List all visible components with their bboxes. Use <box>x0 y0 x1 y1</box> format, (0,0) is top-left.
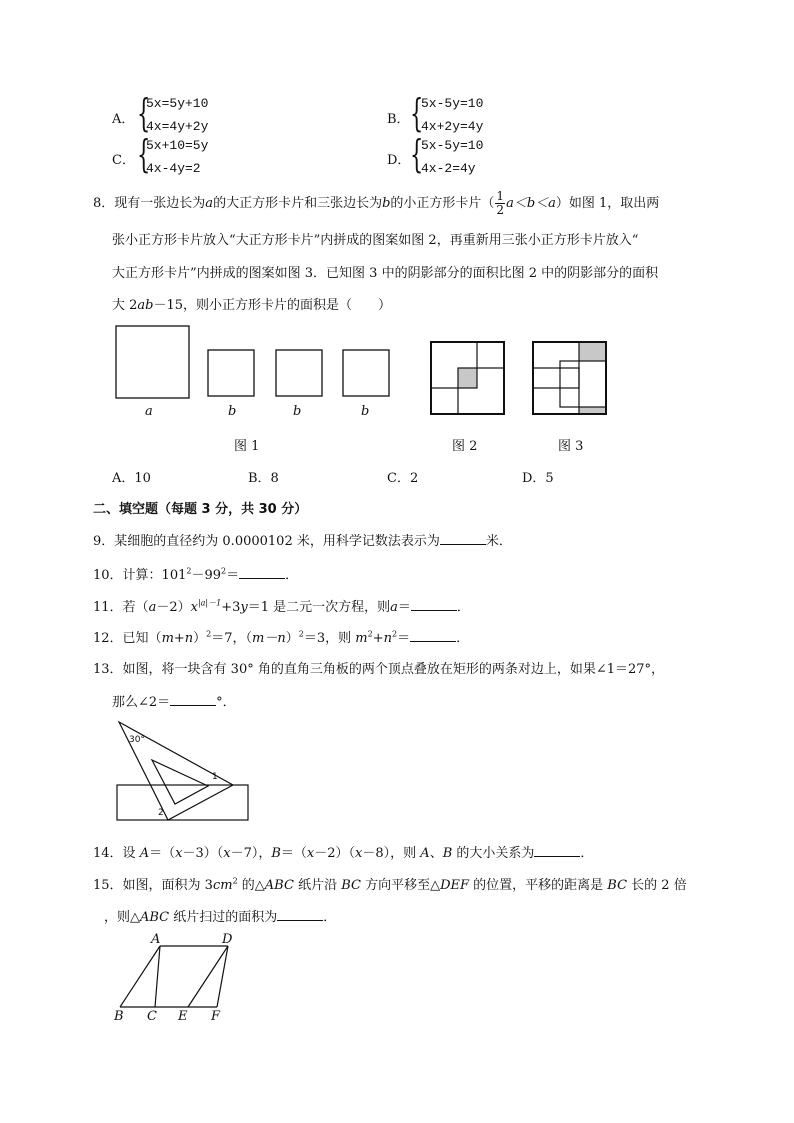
text: ，则△ <box>104 910 140 925</box>
text: －7）， <box>230 846 272 861</box>
var: A <box>139 846 150 861</box>
text: －8），则 <box>362 846 421 861</box>
superscript: 2 <box>232 876 238 886</box>
text: °． <box>216 695 236 710</box>
expression: m+n <box>161 631 194 646</box>
text: －99 <box>191 568 222 583</box>
var: x <box>175 846 183 861</box>
numerator: 1 <box>496 189 505 203</box>
answer-blank[interactable] <box>239 566 285 579</box>
point-label: D <box>222 932 233 947</box>
figure-3 <box>533 342 606 414</box>
var: ABC <box>140 910 170 925</box>
superscript: 2 <box>206 629 212 639</box>
text: 若（ <box>122 600 149 615</box>
q15-line-1 <box>93 874 687 893</box>
q15-line-2 <box>104 906 336 925</box>
text: ． <box>323 910 337 925</box>
text: －15，则小正方形卡片的面积是（ ） <box>153 298 392 313</box>
option-label: C． <box>112 153 135 168</box>
equation: 4x-2=4y <box>421 161 476 176</box>
text: + <box>372 631 384 646</box>
text: 那么∠2＝ <box>112 695 171 710</box>
point-label: A <box>151 932 161 947</box>
angle-label-30: 30° <box>129 735 145 745</box>
var: DEF <box>440 878 470 893</box>
equation: 4x=4y+2y <box>146 119 209 134</box>
q8-option-b[interactable]: B．8 <box>248 471 279 486</box>
var: a <box>390 600 398 615</box>
q8-line-2: 张小正方形卡片放入“大正方形卡片”内拼成的图案如图 2，再重新用三张小正方形卡片放入“ <box>112 233 639 248</box>
question-number: 15． <box>93 878 123 893</box>
point-label: F <box>211 1009 221 1024</box>
text: 长的 2 倍 <box>627 878 687 893</box>
text: ＝ <box>397 631 411 646</box>
brace: { <box>137 91 151 135</box>
text: 的大小关系为 <box>452 846 535 861</box>
q14 <box>93 842 593 861</box>
text: 某细胞的直径约为 0.0000102 米，用科学记数法表示为 <box>114 534 440 549</box>
superscript: 2 <box>221 566 227 576</box>
q13-line-1 <box>93 658 664 677</box>
text: 纸片沿 <box>293 878 342 893</box>
text: +3 <box>221 600 241 615</box>
var: m <box>355 631 368 646</box>
text: ． <box>456 600 470 615</box>
q9 <box>93 530 512 549</box>
equation: 5x=5y+10 <box>146 96 209 111</box>
question-number: 14． <box>93 846 123 861</box>
fraction <box>495 190 505 217</box>
unit: cm <box>212 878 233 893</box>
figure-2 <box>431 342 504 414</box>
var: b <box>382 196 391 211</box>
text: ． <box>456 631 470 646</box>
text: ＝（ <box>280 846 307 861</box>
var: x <box>355 846 363 861</box>
point-label: C <box>147 1009 157 1024</box>
q8-option-a[interactable]: A．10 <box>112 471 151 486</box>
text: 如图，面积为 3 <box>122 878 213 893</box>
text: ＝（ <box>149 846 176 861</box>
small-square-b <box>208 350 254 396</box>
var: A <box>420 846 430 861</box>
angle-mark-2: 2 <box>158 808 164 818</box>
point-label: B <box>114 1009 124 1024</box>
small-square-b <box>343 350 389 396</box>
text: 已知（ <box>122 631 162 646</box>
text: ＝ <box>226 568 240 583</box>
big-square-a <box>116 326 189 398</box>
brace: { <box>137 132 151 176</box>
option-label: D． <box>387 153 411 168</box>
equation: 4x-4y=2 <box>146 161 201 176</box>
var: x <box>190 600 198 615</box>
equation: 5x-5y=10 <box>421 138 484 153</box>
q15-figure <box>110 936 240 1016</box>
var: ab <box>137 298 154 313</box>
text: －2）（ <box>314 846 356 861</box>
var: B <box>442 846 453 861</box>
text: 米． <box>485 534 512 549</box>
text: 如图，将一块含有 30° 角的直角三角板的两个顶点叠放在矩形的两条对边上，如果∠1＝27°， <box>122 662 665 677</box>
q8-line-1 <box>93 190 659 217</box>
q13-line-2 <box>112 691 236 710</box>
small-square-b <box>276 350 322 396</box>
var: B <box>271 846 281 861</box>
condition: a＜b＜a <box>506 196 556 211</box>
text: －3）（ <box>182 846 224 861</box>
var: x <box>223 846 231 861</box>
fig-label-b: b <box>361 404 370 419</box>
section-heading: 二、填空题（每题 3 分，共 30 分） <box>93 502 308 517</box>
var: y <box>240 600 248 615</box>
segment-AB <box>120 946 160 1007</box>
text: ＝3，则 <box>303 631 356 646</box>
q8-option-d[interactable]: D．5 <box>522 471 554 486</box>
var: a <box>205 196 214 211</box>
shaded-region <box>579 342 605 361</box>
equation: 4x+2y=4y <box>421 119 484 134</box>
text: 计算：101 <box>122 568 187 583</box>
superscript: 2 <box>367 629 373 639</box>
superscript: 2 <box>186 566 192 576</box>
answer-blank[interactable] <box>534 844 580 857</box>
figure-caption: 图 1 <box>234 439 260 454</box>
equation: 5x-5y=10 <box>421 96 484 111</box>
q13-figure <box>108 716 258 826</box>
rectangle <box>117 785 248 820</box>
var: x <box>306 846 315 861</box>
text: ＝1 是二元一次方程，则 <box>247 600 391 615</box>
fig-label-b: b <box>228 404 237 419</box>
var: a <box>148 600 157 615</box>
text: ） <box>193 631 207 646</box>
text: 大 2 <box>112 298 138 313</box>
answer-blank[interactable] <box>170 693 216 706</box>
point-label: E <box>178 1009 188 1024</box>
var: BC <box>341 878 361 893</box>
text: 设 <box>122 846 140 861</box>
superscript: |a|－1 <box>197 598 222 608</box>
segment-AC <box>155 946 160 1007</box>
figure-caption: 图 3 <box>558 439 584 454</box>
superscript: 2 <box>298 629 304 639</box>
answer-blank[interactable] <box>410 629 456 642</box>
text: ）如图 1，取出两 <box>555 196 660 211</box>
text: 、 <box>429 846 443 861</box>
var: BC <box>607 878 628 893</box>
q12 <box>93 627 469 646</box>
answer-blank[interactable] <box>277 908 323 921</box>
text: ＝ <box>397 600 411 615</box>
answer-blank[interactable] <box>411 598 457 611</box>
text: 现有一张边长为 <box>114 196 206 211</box>
option-label: B． <box>387 112 410 127</box>
option-label: A． <box>112 112 135 127</box>
fig-label-a: a <box>145 404 153 419</box>
superscript: 2 <box>391 629 398 639</box>
text: ） <box>285 631 299 646</box>
shaded-region <box>579 407 605 414</box>
question-number: 11． <box>93 600 123 615</box>
fig-label-b: b <box>293 404 302 419</box>
text: 纸片扫过的面积为 <box>169 910 278 925</box>
text: －2） <box>156 600 191 615</box>
text: 的位置，平移的距离是 <box>469 878 608 893</box>
question-number: 9． <box>93 534 115 549</box>
q8-line-4 <box>112 294 391 313</box>
answer-blank[interactable] <box>440 532 486 545</box>
question-number: 12． <box>93 631 123 646</box>
question-number: 13． <box>93 662 123 677</box>
expression: m－n <box>252 631 286 646</box>
angle-mark-1: 1 <box>212 772 218 782</box>
text: 的小正方形卡片（ <box>390 196 495 211</box>
text: ． <box>580 846 594 861</box>
q8-figures <box>100 320 620 455</box>
brace: { <box>410 132 424 176</box>
question-number: 8． <box>93 196 115 211</box>
small-square <box>533 342 579 388</box>
q11 <box>93 596 470 615</box>
q8-line-3: 大正方形卡片”内拼成的图案如图 3．已知图 3 中的阴影部分的面积比图 2 中的阴影部分的面积 <box>112 266 659 281</box>
equation: 5x+10=5y <box>146 138 209 153</box>
text: 的△ <box>237 878 265 893</box>
shaded-region <box>458 368 477 388</box>
text: 的大正方形卡片和三张边长为 <box>213 196 383 211</box>
text: 方向平移至△ <box>360 878 441 893</box>
question-number: 10． <box>93 568 123 583</box>
q10 <box>93 564 298 583</box>
text: ＝7，（ <box>211 631 253 646</box>
q8-option-c[interactable]: C．2 <box>387 471 419 486</box>
var: ABC <box>264 878 294 893</box>
var: n <box>383 631 392 646</box>
text: ． <box>285 568 299 583</box>
figure-caption: 图 2 <box>452 439 478 454</box>
denominator: 2 <box>496 203 505 217</box>
brace: { <box>410 91 424 135</box>
